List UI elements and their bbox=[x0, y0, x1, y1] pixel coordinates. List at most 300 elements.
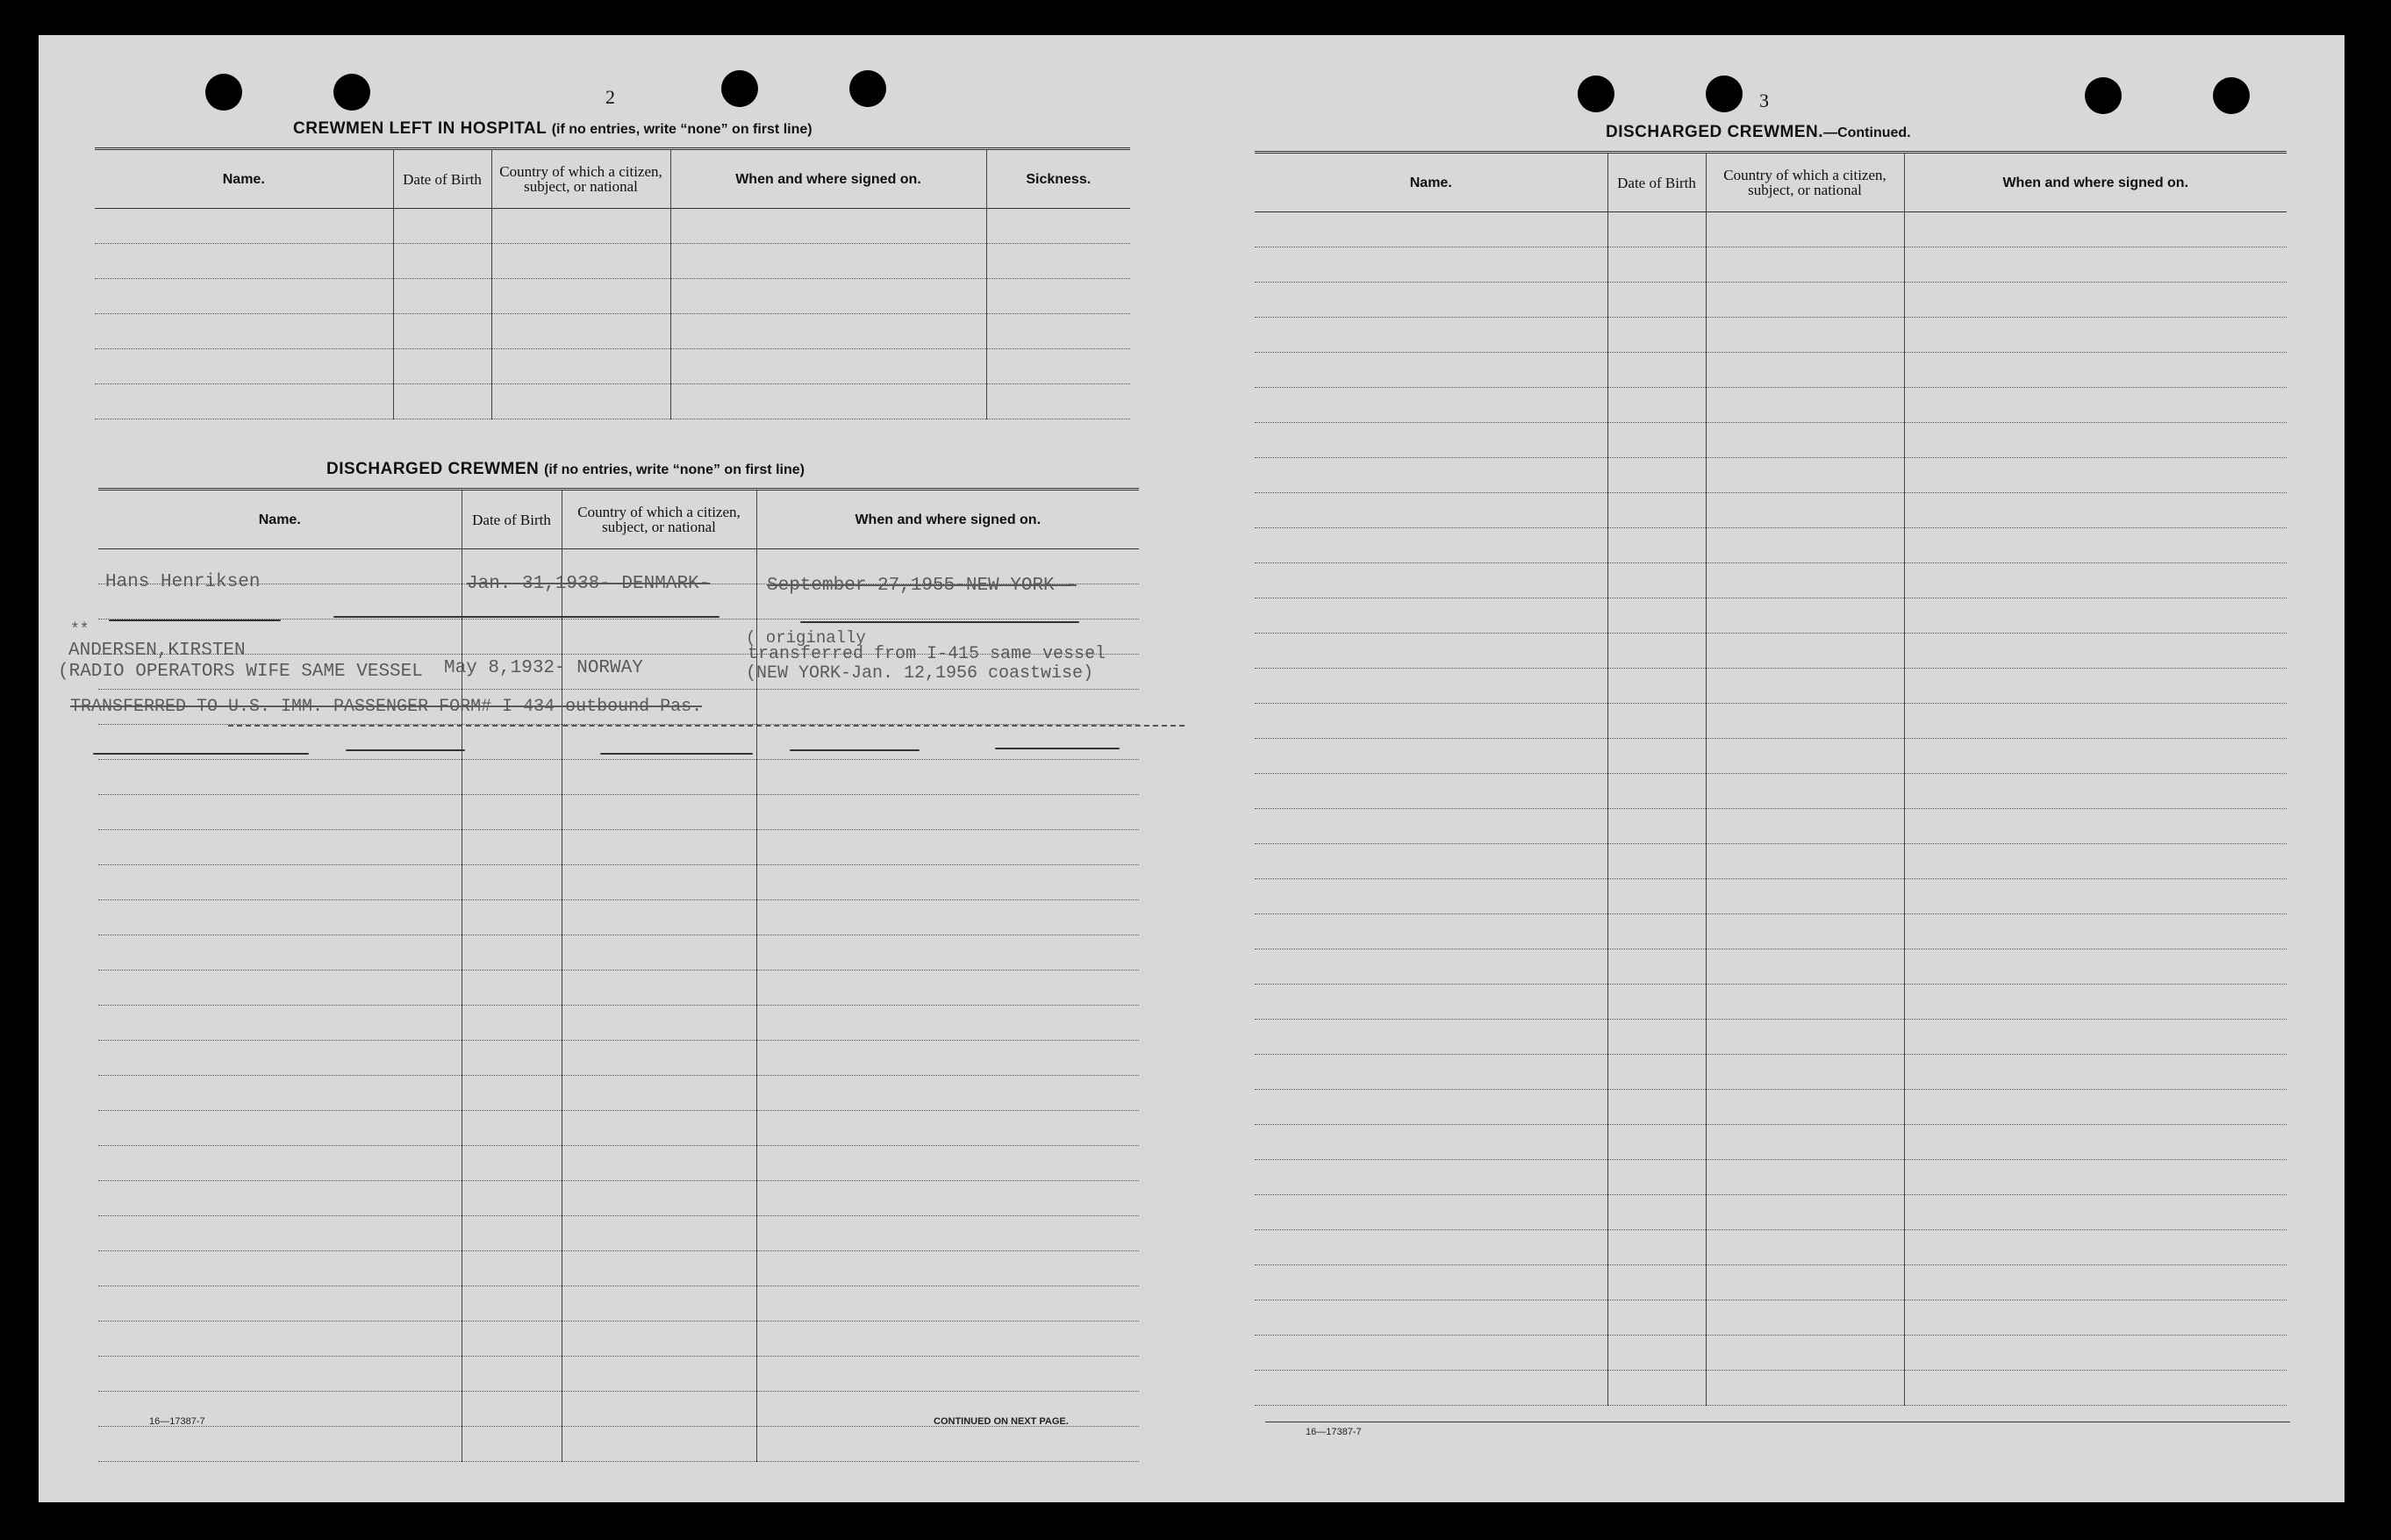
table-cell bbox=[95, 209, 393, 244]
table-cell bbox=[95, 384, 393, 419]
entry-1-name: Hans Henriksen bbox=[105, 572, 261, 592]
table-cell bbox=[562, 1006, 756, 1041]
table-cell bbox=[393, 349, 491, 384]
col-name-header: Name. bbox=[95, 149, 393, 209]
table-cell bbox=[1607, 809, 1706, 844]
table-cell bbox=[562, 1392, 756, 1427]
table-cell bbox=[1255, 598, 1607, 634]
table-cell bbox=[670, 349, 986, 384]
table-cell bbox=[1904, 598, 2287, 634]
col-sickness-header: Sickness. bbox=[986, 149, 1130, 209]
table-cell bbox=[491, 314, 670, 349]
table-row bbox=[1255, 598, 2287, 634]
table-cell bbox=[98, 1111, 462, 1146]
table-cell bbox=[1706, 1230, 1904, 1265]
punch-hole bbox=[721, 70, 758, 107]
table-cell bbox=[1904, 739, 2287, 774]
table-cell bbox=[1706, 1300, 1904, 1336]
table-cell bbox=[1607, 1195, 1706, 1230]
table-cell bbox=[562, 1251, 756, 1286]
table-cell bbox=[95, 314, 393, 349]
table-cell bbox=[1706, 739, 1904, 774]
table-cell bbox=[1904, 879, 2287, 914]
table-cell bbox=[1607, 388, 1706, 423]
table-cell bbox=[562, 1427, 756, 1462]
table-cell bbox=[562, 1322, 756, 1357]
table-cell bbox=[1255, 809, 1607, 844]
table-cell bbox=[1607, 739, 1706, 774]
table-cell bbox=[1706, 598, 1904, 634]
handwritten-strike bbox=[995, 748, 1120, 749]
table-cell bbox=[1904, 1195, 2287, 1230]
table-cell bbox=[1607, 634, 1706, 669]
table-cell bbox=[1706, 634, 1904, 669]
table-cell bbox=[98, 1251, 462, 1286]
table-row bbox=[98, 1006, 1139, 1041]
discharged-table-body bbox=[98, 549, 1139, 1462]
table-row bbox=[98, 1181, 1139, 1216]
table-cell bbox=[1904, 493, 2287, 528]
table-row bbox=[1255, 1371, 2287, 1406]
table-cell bbox=[986, 349, 1130, 384]
table-cell bbox=[756, 1251, 1139, 1286]
punch-hole bbox=[2213, 77, 2250, 114]
right-page bbox=[1188, 35, 2344, 1502]
table-cell bbox=[1904, 353, 2287, 388]
table-row bbox=[1255, 1336, 2287, 1371]
discharged-table bbox=[98, 488, 1139, 1462]
table-cell bbox=[1255, 318, 1607, 353]
table-cell bbox=[1607, 528, 1706, 563]
table-cell bbox=[1255, 949, 1607, 985]
punch-hole bbox=[1706, 75, 1743, 112]
table-row bbox=[1255, 493, 2287, 528]
table-cell bbox=[562, 830, 756, 865]
table-cell bbox=[1904, 914, 2287, 949]
table-cell bbox=[462, 1216, 562, 1251]
table-cell bbox=[1255, 458, 1607, 493]
document-sheet bbox=[39, 35, 2344, 1502]
hospital-section-title bbox=[293, 119, 813, 139]
table-cell bbox=[462, 1041, 562, 1076]
table-cell bbox=[562, 1181, 756, 1216]
table-cell bbox=[1904, 1055, 2287, 1090]
table-cell bbox=[95, 244, 393, 279]
table-cell bbox=[1607, 598, 1706, 634]
table-cell bbox=[1706, 1371, 1904, 1406]
table-row bbox=[98, 1216, 1139, 1251]
table-cell bbox=[98, 1076, 462, 1111]
table-cell bbox=[98, 971, 462, 1006]
table-cell bbox=[491, 349, 670, 384]
table-cell bbox=[1706, 809, 1904, 844]
table-cell bbox=[393, 279, 491, 314]
col-dob-header: Date of Birth bbox=[462, 490, 562, 549]
table-cell bbox=[1706, 283, 1904, 318]
table-cell bbox=[1255, 563, 1607, 598]
punch-hole bbox=[205, 74, 242, 111]
table-cell bbox=[98, 1286, 462, 1322]
table-cell bbox=[462, 1111, 562, 1146]
table-row bbox=[98, 900, 1139, 935]
table-cell bbox=[1904, 247, 2287, 283]
table-cell bbox=[1706, 247, 1904, 283]
table-cell bbox=[491, 209, 670, 244]
table-cell bbox=[1255, 1160, 1607, 1195]
table-cell bbox=[393, 209, 491, 244]
table-cell bbox=[756, 725, 1139, 760]
table-row bbox=[98, 935, 1139, 971]
table-cell bbox=[98, 760, 462, 795]
table-cell bbox=[98, 1322, 462, 1357]
table-cell bbox=[1904, 388, 2287, 423]
table-row bbox=[98, 1427, 1139, 1462]
table-row bbox=[1255, 704, 2287, 739]
entry-2-form: TRANSFERRED TO U.S. IMM. PASSENGER FORM# I-434 outbound Pas. bbox=[70, 697, 703, 717]
table-cell bbox=[98, 1216, 462, 1251]
table-row bbox=[98, 760, 1139, 795]
table-cell bbox=[98, 865, 462, 900]
table-cell bbox=[1607, 774, 1706, 809]
table-cell bbox=[1255, 423, 1607, 458]
table-cell bbox=[1607, 949, 1706, 985]
form-number: 16—17387-7 bbox=[149, 1416, 205, 1427]
col-name-header: Name. bbox=[1255, 153, 1607, 212]
table-cell bbox=[95, 349, 393, 384]
handwritten-strike bbox=[600, 753, 753, 755]
table-row bbox=[1255, 1125, 2287, 1160]
table-cell bbox=[756, 1286, 1139, 1322]
table-cell bbox=[1706, 458, 1904, 493]
entry-2-name: ANDERSEN,KIRSTEN bbox=[68, 641, 246, 661]
table-cell bbox=[756, 1216, 1139, 1251]
table-cell bbox=[462, 830, 562, 865]
table-row bbox=[1255, 423, 2287, 458]
table-row bbox=[1255, 1160, 2287, 1195]
table-cell bbox=[1706, 1195, 1904, 1230]
table-cell bbox=[1255, 1090, 1607, 1125]
table-cell bbox=[462, 1286, 562, 1322]
table-cell bbox=[1904, 634, 2287, 669]
table-cell bbox=[1607, 669, 1706, 704]
table-cell bbox=[1607, 283, 1706, 318]
table-cell bbox=[756, 1146, 1139, 1181]
table-cell bbox=[562, 1111, 756, 1146]
table-cell bbox=[1706, 914, 1904, 949]
table-cell bbox=[462, 1392, 562, 1427]
handwritten-strike bbox=[346, 749, 465, 751]
table-cell bbox=[1607, 1300, 1706, 1336]
table-cell bbox=[462, 935, 562, 971]
table-cell bbox=[393, 244, 491, 279]
table-cell bbox=[1255, 493, 1607, 528]
table-cell bbox=[670, 209, 986, 244]
table-row bbox=[1255, 388, 2287, 423]
table-cell bbox=[1255, 388, 1607, 423]
table-cell bbox=[1904, 949, 2287, 985]
table-row bbox=[98, 1111, 1139, 1146]
table-cell bbox=[1607, 879, 1706, 914]
table-cell bbox=[1904, 528, 2287, 563]
table-cell bbox=[1904, 458, 2287, 493]
table-cell bbox=[462, 865, 562, 900]
table-row bbox=[1255, 844, 2287, 879]
table-cell bbox=[1255, 1020, 1607, 1055]
table-cell bbox=[393, 384, 491, 419]
table-cell bbox=[562, 865, 756, 900]
table-cell bbox=[1607, 1336, 1706, 1371]
table-row bbox=[1255, 458, 2287, 493]
punch-hole bbox=[849, 70, 886, 107]
table-row bbox=[1255, 914, 2287, 949]
table-cell bbox=[1706, 1160, 1904, 1195]
table-cell bbox=[1607, 353, 1706, 388]
table-cell bbox=[1904, 212, 2287, 247]
table-cell bbox=[756, 865, 1139, 900]
hospital-table bbox=[95, 147, 1130, 419]
table-row bbox=[98, 830, 1139, 865]
entry-1-dob-country: Jan. 31,1938- DENMARK- bbox=[467, 574, 711, 594]
col-dob-header: Date of Birth bbox=[1607, 153, 1706, 212]
table-cell bbox=[986, 209, 1130, 244]
table-cell bbox=[1607, 1230, 1706, 1265]
table-cell bbox=[1255, 985, 1607, 1020]
table-cell bbox=[562, 760, 756, 795]
table-cell bbox=[98, 935, 462, 971]
col-signed-header: When and where signed on. bbox=[670, 149, 986, 209]
table-cell bbox=[1904, 318, 2287, 353]
discharged-section-title bbox=[326, 460, 805, 479]
table-cell bbox=[462, 1251, 562, 1286]
table-cell bbox=[491, 384, 670, 419]
table-cell bbox=[462, 795, 562, 830]
table-cell bbox=[756, 1076, 1139, 1111]
table-cell bbox=[1255, 1336, 1607, 1371]
table-cell bbox=[1607, 1371, 1706, 1406]
table-cell bbox=[562, 1041, 756, 1076]
table-cell bbox=[670, 314, 986, 349]
entry-2-note: (RADIO OPERATORS WIFE SAME VESSEL bbox=[58, 662, 423, 682]
table-cell bbox=[1255, 704, 1607, 739]
col-country-header: Country of which a citizen, subject, or national bbox=[562, 490, 756, 549]
table-cell bbox=[98, 830, 462, 865]
table-row bbox=[1255, 1300, 2287, 1336]
table-cell bbox=[986, 279, 1130, 314]
handwritten-strike bbox=[800, 621, 1079, 623]
table-row bbox=[98, 795, 1139, 830]
table-cell bbox=[1607, 844, 1706, 879]
punch-hole bbox=[1578, 75, 1614, 112]
table-cell bbox=[95, 279, 393, 314]
col-name-header: Name. bbox=[98, 490, 462, 549]
table-row bbox=[1255, 1230, 2287, 1265]
table-row bbox=[1255, 353, 2287, 388]
table-cell bbox=[1255, 914, 1607, 949]
table-cell bbox=[1607, 212, 1706, 247]
table-cell bbox=[98, 1041, 462, 1076]
table-cell bbox=[756, 1006, 1139, 1041]
table-cell bbox=[1904, 1090, 2287, 1125]
entry-2-transferred: transferred from I-415 same vessel bbox=[748, 644, 1106, 664]
table-cell bbox=[670, 244, 986, 279]
table-row bbox=[1255, 669, 2287, 704]
table-cell bbox=[491, 279, 670, 314]
table-row bbox=[1255, 1055, 2287, 1090]
discharged-title-text: DISCHARGED CREWMEN bbox=[326, 460, 540, 478]
table-cell bbox=[756, 1181, 1139, 1216]
table-cell bbox=[756, 1427, 1139, 1462]
table-cell bbox=[1706, 423, 1904, 458]
table-cell bbox=[462, 1357, 562, 1392]
table-cell bbox=[756, 900, 1139, 935]
table-cell bbox=[756, 760, 1139, 795]
table-cell bbox=[1706, 318, 1904, 353]
hospital-table-body bbox=[95, 209, 1130, 419]
table-cell bbox=[562, 1076, 756, 1111]
table-cell bbox=[1706, 212, 1904, 247]
table-cell bbox=[1255, 1230, 1607, 1265]
table-cell bbox=[756, 795, 1139, 830]
table-row bbox=[98, 971, 1139, 1006]
continued-suffix: —Continued. bbox=[1823, 125, 1911, 140]
table-cell bbox=[491, 244, 670, 279]
table-cell bbox=[1255, 739, 1607, 774]
table-cell bbox=[562, 900, 756, 935]
table-cell bbox=[756, 971, 1139, 1006]
page-number: 2 bbox=[605, 86, 615, 108]
table-cell bbox=[1904, 1125, 2287, 1160]
table-cell bbox=[1255, 1371, 1607, 1406]
table-cell bbox=[462, 1427, 562, 1462]
col-country-header: Country of which a citizen, subject, or national bbox=[1706, 153, 1904, 212]
table-cell bbox=[1904, 809, 2287, 844]
table-cell bbox=[1706, 985, 1904, 1020]
table-cell bbox=[1607, 1020, 1706, 1055]
table-cell bbox=[98, 795, 462, 830]
table-cell bbox=[1706, 879, 1904, 914]
table-row bbox=[1255, 212, 2287, 247]
table-cell bbox=[1706, 1055, 1904, 1090]
table-cell bbox=[1607, 423, 1706, 458]
table-cell bbox=[1904, 423, 2287, 458]
table-cell bbox=[1706, 493, 1904, 528]
table-cell bbox=[1904, 1265, 2287, 1300]
page-number: 3 bbox=[1759, 90, 1769, 111]
table-cell bbox=[1607, 1125, 1706, 1160]
table-cell bbox=[1255, 844, 1607, 879]
table-cell bbox=[1706, 1125, 1904, 1160]
table-cell bbox=[462, 1322, 562, 1357]
table-row bbox=[1255, 1265, 2287, 1300]
table-cell bbox=[1255, 1125, 1607, 1160]
table-cell bbox=[756, 935, 1139, 971]
table-cell bbox=[1706, 1336, 1904, 1371]
table-cell bbox=[1904, 704, 2287, 739]
table-cell bbox=[1255, 1055, 1607, 1090]
table-cell bbox=[1904, 1160, 2287, 1195]
table-cell bbox=[670, 384, 986, 419]
table-cell bbox=[1255, 247, 1607, 283]
table-cell bbox=[462, 760, 562, 795]
table-cell bbox=[670, 279, 986, 314]
entry-2-dob-country: May 8,1932- NORWAY bbox=[444, 658, 643, 678]
table-cell bbox=[562, 1357, 756, 1392]
table-cell bbox=[1706, 949, 1904, 985]
table-cell bbox=[1255, 1195, 1607, 1230]
table-cell bbox=[1706, 669, 1904, 704]
table-cell bbox=[1255, 353, 1607, 388]
table-cell bbox=[756, 1322, 1139, 1357]
entry-1-signed: September 27,1955-NEW YORK - bbox=[767, 576, 1077, 596]
table-cell bbox=[1706, 704, 1904, 739]
table-cell bbox=[986, 384, 1130, 419]
table-cell bbox=[1706, 1090, 1904, 1125]
table-cell bbox=[462, 1181, 562, 1216]
table-cell bbox=[1706, 353, 1904, 388]
discharged-continued-title bbox=[1606, 123, 1911, 142]
table-cell bbox=[1904, 774, 2287, 809]
table-cell bbox=[1607, 458, 1706, 493]
table-row bbox=[1255, 774, 2287, 809]
table-cell bbox=[986, 244, 1130, 279]
table-cell bbox=[1607, 247, 1706, 283]
table-cell bbox=[1255, 1300, 1607, 1336]
table-row bbox=[98, 1251, 1139, 1286]
table-cell bbox=[1706, 774, 1904, 809]
table-cell bbox=[1904, 844, 2287, 879]
table-cell bbox=[462, 1076, 562, 1111]
discharged-instruction: (if no entries, write “none” on first line) bbox=[544, 462, 805, 477]
table-row bbox=[1255, 1090, 2287, 1125]
table-cell bbox=[98, 1181, 462, 1216]
table-cell bbox=[98, 1427, 462, 1462]
col-signed-header: When and where signed on. bbox=[756, 490, 1139, 549]
table-row bbox=[1255, 809, 2287, 844]
table-row bbox=[95, 209, 1130, 244]
table-cell bbox=[756, 1357, 1139, 1392]
table-cell bbox=[1255, 212, 1607, 247]
table-cell bbox=[1706, 844, 1904, 879]
table-row bbox=[98, 1041, 1139, 1076]
col-dob-header: Date of Birth bbox=[393, 149, 491, 209]
entry-2-signed: (NEW YORK-Jan. 12,1956 coastwise) bbox=[746, 663, 1094, 684]
table-cell bbox=[98, 1357, 462, 1392]
col-country-header: Country of which a citizen, subject, or national bbox=[491, 149, 670, 209]
table-cell bbox=[1607, 704, 1706, 739]
table-cell bbox=[1904, 1371, 2287, 1406]
entry-2-mark: ** bbox=[70, 621, 89, 639]
table-cell bbox=[462, 1006, 562, 1041]
table-cell bbox=[562, 620, 756, 655]
table-row bbox=[1255, 563, 2287, 598]
table-cell bbox=[1904, 985, 2287, 1020]
table-cell bbox=[1607, 493, 1706, 528]
table-cell bbox=[1904, 1300, 2287, 1336]
punch-hole bbox=[333, 74, 370, 111]
table-cell bbox=[1904, 1020, 2287, 1055]
table-cell bbox=[1607, 563, 1706, 598]
table-row bbox=[1255, 634, 2287, 669]
table-row bbox=[1255, 1195, 2287, 1230]
table-cell bbox=[1904, 283, 2287, 318]
handwritten-strike bbox=[109, 620, 281, 621]
table-cell bbox=[98, 900, 462, 935]
punch-hole bbox=[2085, 77, 2122, 114]
table-cell bbox=[1904, 1336, 2287, 1371]
table-cell bbox=[393, 314, 491, 349]
table-cell bbox=[562, 1146, 756, 1181]
table-cell bbox=[1607, 1160, 1706, 1195]
